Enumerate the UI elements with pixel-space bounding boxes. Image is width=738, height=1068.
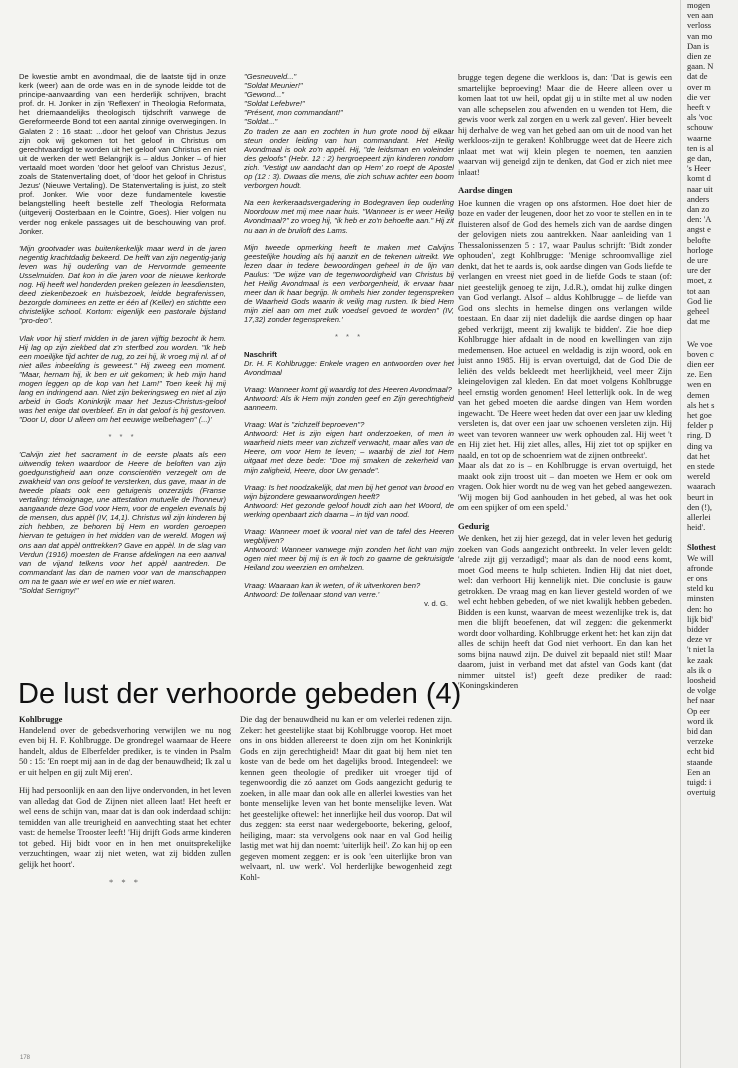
author-signature: v. d. G. xyxy=(424,598,448,608)
page-number: 178 xyxy=(20,1055,31,1061)
answer: Antwoord: Het gezonde geloof houdt zich aan het Woord, de werking openbaart zich daarna – in tijd van nood. xyxy=(244,500,454,519)
strip-line: ze. Een xyxy=(687,369,713,380)
strip-line: minsten xyxy=(687,593,714,604)
question: Vraag: Waaraan kan ik weten, of ik uitverkoren ben? xyxy=(244,580,421,590)
quote-line: "Soldat Serrigny!" xyxy=(19,585,79,595)
section-divider: * * * xyxy=(109,877,141,887)
strip-line: ke zaak xyxy=(687,654,713,665)
question: Vraag: Wanneer moet ik vooral niet van de tafel des Heeren wegblijven? xyxy=(244,527,454,546)
strip-line: afronde xyxy=(687,562,713,573)
naschrift-heading: Naschrift xyxy=(244,349,277,359)
strip-line: tuigd: i xyxy=(687,777,712,788)
strip-line: horloge xyxy=(687,244,713,255)
intro-paragraph: De kwestie ambt en avondmaal, die de laatste tijd in onze kerk (weer) aan de orde was en in de synode leidde tot de principe-aanvaarding van een herderlijk schrijven, bracht prof. dr. H. Jonker in zijn 'Reflexen' in Theologia Reformata, het driemaandelijks theologisch tijdschrift vanwege de Gereformeerde Bond tot een aantal zinnige overwegingen. In Galaten 2 : 16 staat: ...door het geloof van Christus Jezus zijn ook wij gekomen tot het geloof in Christus om gerechtvaardigd te worden uit het geloof van Christus en niet uit de werken der wet! Belangrijk is – aldus Jonker – of hier vertaald moet worden 'door het geloof van Christus Jezus', zoals de Statenvertaling doet, of 'door het geloof in Christus Jezus' (Nieuwe Vertaling). De Statenvertaling is juist, zo stelt prof. Jonker. Wie voor deze fundamentele kwestie belangstelling heeft bestelle zelf Theologia Reformata (uitgeverij Oosterbaan en le Cointre, Goes). Hier volgen nu verder nog enkele passages uit de beschouwing van prof. Jonker. xyxy=(19,72,226,236)
section-heading: Gedurig xyxy=(458,520,490,531)
strip-line: angst e xyxy=(687,224,711,235)
strip-line: naar uit xyxy=(687,183,713,194)
strip-line: allerlei xyxy=(687,511,711,522)
strip-line: belofte xyxy=(687,234,711,245)
strip-line: overtuig xyxy=(687,787,716,798)
strip-line: We voe xyxy=(687,338,713,349)
question: Vraag: Is het noodzakelijk, dat men bij het genot van brood en wijn bijzondere gewaarwordingen heeft? xyxy=(244,482,454,501)
strip-line: verzeke xyxy=(687,736,714,747)
strip-line: den: 'A xyxy=(687,214,712,225)
body-paragraph: Handelend over de gebedsverhoring verwijlen we nu nog even bij H. F. Kohlbrugge. De grondregel waarnaar de Heere handelt, aldus de Elberfelder prediker, is te vinden in Psalm 50 : 15: 'En roept mij aan in de dag der benauwdheid; Ik zal u er uit helpen en gij zult Mij eren'. xyxy=(19,724,231,777)
quote-paragraph: 'Calvijn ziet het sacrament in de eerste plaats als een uitwendig teken waardoor de Heere de beloften van zijn goedgunstigheid aan onze conscientiën verzegelt om de zwakheid van ons geloof te versterken, dus gave, maar in de tweede plaats ook een getuigenis onzerzijds (Franse vertaling: témoignage, une attestation mutuelle de l'honneur) aangaande deze God voor Hem, voor de engelen evenals bij de mensen, dus appèl (IV, 14,1). Christus wil zijn kinderen bij zich hebben, ze behoren bij Hem en worden geroepen hiervan te getuigen in het midden van de wereld. Mogen wij ons aan dat appèl onttrekken? Gave en appèl. In de slag van Verdun (1916) moesten de Franse afdelingen na een aanval van de vijand telkens voor het appèl aantreden. De commandant las dan de namen voor van de manschappen om na te gaan wie er wel en wie er niet waren. xyxy=(19,449,226,586)
article-subheading: Kohlbrugge xyxy=(19,714,63,724)
strip-line: anders xyxy=(687,193,710,204)
strip-line: wen en xyxy=(687,379,712,390)
section-divider: * * * xyxy=(108,432,137,442)
quote-paragraph: 'Mijn grootvader was buitenkerkelijk maar werd in de jaren negentig krachtdadig bekeerd. De helft van zijn negentig-jarig leven was hij ouderling van de Hervormde gemeente Usselmuiden. Dat kon in die jaren voor de nieuwe kerkorde nog. Hij heeft wel honderden preken gelezen in leesdiensten, deed ziekenbezoek en huisbezoek, leidde begrafenissen, bezorgde dominees en zette er één af (Keller) en stichtte een christelijke school. Kortom: eigenlijk een pastorale bijstand "pro-deo". xyxy=(19,243,226,326)
strip-line: heid'. xyxy=(687,522,706,533)
adjacent-page-strip xyxy=(680,0,738,1068)
quote-paragraph: Zo traden ze aan en zochten in hun grote nood bij elkaar steun onder leiding van hun commandant. Het Heilig Avondmaal is ook zo'n appèl. Hij, "de leidsman en voleinder des geloofs" (Hebr. 12 : 2) hergroepeert zijn kinderen rondom zich. 'Vestigt uw aandacht dan op Hem' zo roept de Apostel op (12 : 3). Dwaas die mens, die zich schuw achter een boom verborgen houdt. xyxy=(244,126,454,191)
strip-block-1 xyxy=(687,0,738,327)
strip-line: den: ho xyxy=(687,603,713,614)
strip-line: dat de xyxy=(687,71,708,82)
strip-line: dat het xyxy=(687,450,710,461)
strip-line: Op eer xyxy=(687,705,710,716)
question: Vraag: Wat is "zichzelf beproeven"? xyxy=(244,420,365,430)
article-column-2 xyxy=(240,714,452,1044)
strip-line: steld ku xyxy=(687,583,714,594)
body-paragraph: Maar als dat zo is – en Kohlbrugge is ervan overtuigd, het maakt ook zijn troost uit – dan moeten we Hem er ook om vragen. Ook hier wordt nu de weg van het gebed aangewezen. 'Wij mogen bij God aanhouden in het gebed, al was het ook om een spijker of om een speld.' xyxy=(458,460,672,512)
right-column xyxy=(458,72,672,1047)
strip-line: hef naar xyxy=(687,695,715,706)
quote-paragraph: Mijn tweede opmerking heeft te maken met Calvijns geestelijke houding als hij aanzit en de tekenen uitreikt. We lezen daar in tedere bewoordingen geheel in de lijn van Paulus: "De wijze van de tegenwoordigheid van Christus bij het Heilig Avondmaal is een verborgenheid, ik ervaar haar meer dan ik haar begrijp. Ik omhels hier zonder tegenspreken de Waarheid Gods waarin ik veilig mag rusten. Ik bied Hem mijn ziel aan om met zulk voedsel gevoed te worden" (IV, 17,32) zonder tegenspreken.' xyxy=(244,242,454,325)
answer: Antwoord: De tollenaar stond van verre.' xyxy=(244,589,380,599)
strip-block-2 xyxy=(687,339,738,533)
quote-paragraph: Na een kerkeraadsvergadering in Bodegraven liep ouderling Noordouw met mij mee naar huis. "Wanneer is er weer Heilig Avondmaal?" zo vroeg hij, "ik heb er zo'n behoefte aan." Hij zit nu aan in de bruiloft des Lams. xyxy=(244,198,454,235)
strip-line: waarach xyxy=(687,481,716,492)
dialog-line: "Soldat Meunier!" xyxy=(244,81,303,91)
strip-line: ding va xyxy=(687,440,713,451)
strip-line: gaan. N xyxy=(687,61,714,72)
strip-line: bidder xyxy=(687,623,709,634)
dialog-line: "Soldat..." xyxy=(244,117,278,127)
section-heading: Aardse dingen xyxy=(458,185,513,195)
strip-line: er ons xyxy=(687,572,708,583)
strip-line: mogen xyxy=(687,0,711,10)
strip-line: Een an xyxy=(687,766,711,777)
answer: Antwoord: Als ik Hem mijn zonden geef en Zijn gerechtigheid aanneem. xyxy=(244,393,454,412)
strip-line: de volge xyxy=(687,685,717,696)
strip-line: als het s xyxy=(687,399,715,410)
strip-line: loosheid xyxy=(687,675,716,685)
strip-line: felder p xyxy=(687,420,714,431)
strip-line: ten is al xyxy=(687,142,714,153)
naschrift-column xyxy=(244,72,454,670)
strip-block-3 xyxy=(687,553,738,798)
body-paragraph: Hij had persoonlijk en aan den lijve ondervonden, in het leven van alledag dat God de Zijnen niet alleen laat! Het heeft er wel eens de schijn van, maar dat is dan ook inderdaad schijn: temidden van alle treurigheid en aanvechting staat het echter vast: de hemelse Trooster leeft! 'Hij drijft Gods arme kinderen tot gebed. Hij bidt voor en in hen met onuitsprekelijke verzuchtingen, waar zij niet weten, wat zij bidden zullen gelijk het hoort'. xyxy=(19,785,231,869)
strip-line: We will xyxy=(687,552,714,563)
strip-line: boven c xyxy=(687,348,714,359)
strip-line: dan zo xyxy=(687,204,710,215)
strip-line: als ik o xyxy=(687,664,712,675)
strip-line: komt d xyxy=(687,173,711,184)
strip-column xyxy=(687,0,738,797)
question: Vraag: Wanneer komt gij waardig tot des Heeren Avondmaal? xyxy=(244,384,452,394)
strip-line: die ver xyxy=(687,91,711,102)
strip-line: bid dan xyxy=(687,726,713,737)
strip-line: en stede xyxy=(687,460,715,471)
strip-line: God lie xyxy=(687,295,713,306)
strip-line: demen xyxy=(687,389,710,400)
strip-line: van mo xyxy=(687,30,713,41)
strip-line: dien eer xyxy=(687,358,715,369)
strip-line: staande xyxy=(687,756,713,767)
body-paragraph: brugge tegen degene die werkloos is, dan: 'Dat is gewis een smartelijke beproeving! Maar die de Heere alleen over u komen laat tot uw heil, opdat gij u in stilte met al uw noden van alle schepselen zou afwenden en u wenden tot Hem, die gewis voor werk zal zorgen en u werk zal geven'. Hier beveelt hij derhalve de weg van het gebed aan om uit de nood van het werkloos-zijn te geraken! Kohlbrugge weet dat de Heere zich inlaat met wat wij klein plegen te noemen, ten aanzien waarvan wij geneigd zijn te denken, dat God er zich niet mee inlaat! xyxy=(458,72,672,177)
strip-line: ure der xyxy=(687,265,711,276)
answer: Antwoord: Het is zijn eigen hart onderzoeken, of men in waarheid niets meer van zichzelf verwacht, maar alles van de Heere, om voor Hem te leven; – waarbij de ziel tot Hem uitgaat met deze bede: "Doe mij smaken de zekerheid van mijn zaligheid, Heere, door Uw genade". xyxy=(244,429,454,475)
strip-line: heeft v xyxy=(687,102,711,113)
naschrift-intro: Dr. H. F. Kohlbrugge: Enkele vragen en antwoorden over het Avondmaal xyxy=(244,358,454,377)
article-title: De lust der verhoorde gebeden (4) xyxy=(18,678,462,710)
strip-line: dien ze xyxy=(687,51,712,62)
strip-line: over m xyxy=(687,81,711,92)
dialog-line: "Gewond..." xyxy=(244,90,285,100)
intro-column xyxy=(19,72,226,670)
strip-line: ring. D xyxy=(687,430,712,441)
strip-line: moet, z xyxy=(687,275,713,286)
strip-line: ven aan xyxy=(687,10,714,21)
strip-line: verloss xyxy=(687,20,712,31)
dialog-line: "Gesneuveld..." xyxy=(244,72,297,81)
strip-line: 's Heer xyxy=(687,163,711,174)
strip-line: 't niet la xyxy=(687,644,715,655)
strip-line: wereld xyxy=(687,471,711,482)
strip-line: dat me xyxy=(687,316,710,327)
dialog-line: "Soldat Lefebvre!" xyxy=(244,99,305,109)
strip-line: deze vr xyxy=(687,634,712,645)
strip-line: de ure xyxy=(687,255,709,266)
quote-paragraph: Vlak voor hij stierf midden in de jaren vijftig bezocht ik hem. Hij lag op zijn ziekbed dat z'n sterfbed zou worden. "Ik heb een moeilijke tijd achter de rug, zo zei hij, ik vroeg mij nl. af of niet alles inbeelding is geweest." Hij zweeg een moment. "Maar, hernam hij, ik ben er uit gekomen; ik heb mijn hand mogen leggen op de kop van het Lam!" Toen keek hij mij lang en indringend aan. Niet zijn bekeringsweg en niet al zijn arbeid in Gods Koninkrijk maar het Jezus-Christus-geloof was het enige dat overbleef. En in dat geloof is hij gestorven. "Door U, door U alleen om het eeuwige welbehagen" (...)' xyxy=(19,333,226,425)
strip-line: lijk bid' xyxy=(687,613,713,624)
strip-line: als 'voc xyxy=(687,112,713,123)
strip-line: beurt in xyxy=(687,491,714,502)
body-paragraph: Hoe kunnen die vragen op ons afstormen. Hoe doet hier de boze en vader der leugenen, door het zo voor te stellen en in te fluisteren alsof de God des hemels zich van de aardse dingen der gelovigen niets zou aantrekken. Naar aanleiding van 1 Thessalonissenzen 5 : 17, waar Paulus schrijft: 'Bidt zonder ophouden', zegt Kohlbrugge: 'Menige schroomvallige ziel denkt, dat het te aards is, ook aardse dingen van Gods liefde te verlangen en vreest niet goed in de liefde Gods te staan (of: niet geestelijk genoeg te zijn, J.d.R.), omdat hij zulke dingen van God verlangt. Alsof – aldus Kohlbrugge – de liefde van God ons slechts in hemelse dingen ons verlangen wilde toestaan. En daar zij niet dadelijk die aardse dingen op haar gebed verkrijgt, meent zij kwalijk te bidden'. Zie hoe diep Kohlbrugge hier afdaalt in de nood en kwellingen van zijn medemensen. Hoe actueel en weldadig is zijn woord, ook en juist anno 1985. Hij is ervan overtuigd, dat de God Die de leliën des velds bekleedt met heerlijkheid, veel meer Zijn kleingelovigen zal kleden. En dat moet volgens Kohlbrugge heel ernstig worden genomen! Heel letterlijk ook. In de weg van het gebed moeten die aardse dingen van Hem worden ingewacht. 'De Heere weet heden dat over een jaar uw kleding versleten is, dat over een jaar uw schoenen versleten zijn. Hij weet van tevoren wanneer uw werk ophouden zal. Hij weet 't en Hij ziet het. Hij ziet alles, alles, Hij ziet tot op spijker en naald, en tot op de schoenriem wat de zijnen ontbreekt'. xyxy=(458,197,672,460)
section-divider: * * * xyxy=(334,332,364,342)
strip-line: schouw xyxy=(687,122,713,133)
strip-line: ge dan, xyxy=(687,153,712,164)
strip-line: Dan is xyxy=(687,40,709,51)
strip-heading: Slothest xyxy=(687,542,716,553)
strip-line: word ik xyxy=(687,715,714,726)
strip-line: echt bid xyxy=(687,746,715,757)
dialog-line: "Présent, mon commandant!" xyxy=(244,108,343,118)
article-column-1 xyxy=(19,714,231,1044)
answer: Antwoord: Wanneer vanwege mijn zonden het licht van mijn ogen niet meer bij mij is en ik toch zo gaarne de gekruisigde Heiland zou weerzien en omhelzen. xyxy=(244,545,454,573)
strip-line: het goe xyxy=(687,409,712,420)
strip-line: den (!), xyxy=(687,501,713,512)
strip-line: geheel xyxy=(687,306,710,317)
strip-line: tot aan xyxy=(687,285,710,296)
strip-line: waarne xyxy=(687,132,712,143)
body-paragraph: We denken, het zij hier gezegd, dat in veler leven het gedurig zoeken van Gods aangezicht ontbreekt. In veler leven geldt: 'alrede zijt gij verzadigd'; maar als dan de nood eens komt, moet God meens te hulp schieten. Indien Hij dat niet doet, wel: dan verhoort Hij kennelijk niet. Die conclusie is gauw getrokken. De vraag mag en kan liever gesteld worden of we wel echt hebben gebeden, of we niet kwalijk hebben gebeden. Bidden is een kunst, waarvan de meest wezenlijke trek is, dat men die blijft beoefenen, dat wil zeggen: die gekenmerkt wordt door volharding. Kohlbrugge erkent het: het kan zijn dat alles de schijn heeft dat God niet verhoort. En dan kan het soms bijna nauwd zijn. De duivel zit bepaald niet stil! Maar daarom, juist in verband met dat afstel van Gods kant (dat nimmer uitstel is!) geeft deze prediker de raad: 'Koningskinderen xyxy=(458,533,672,690)
body-paragraph: Die dag der benauwdheid nu kan er om velerlei redenen zijn. Zeker: het geestelijke staat bij Kohlbrugge voorop. Het moet ons in ons bidden allereerst te doen zijn om het Koninkrijk Gods en zijn gerechtigheid! Maar dit gaat bij hem niet ten koste van de bede om het dagelijks brood. Integendeel: we kennen geen theologie of prediker uit vroeger tijd of tegenwoordig die zó aanzet om Gods aangezicht gedurig te zoeken, in alle maar dan ook alle en allerlei kwesties van het bonte menselijke leven van het bonte menselijke leven. Wat het geestelijke oftewel: het innerlijke heil dus voorop. Dat wil dus zeggen: sta eerst naar wedergeboorte, bekering, geloof, heiliging, maar: sta vervolgens ook naar en val God heilig lastig met wat hij dan noemt: 'uiterlijk heil'. Zo kan hij op een gegeven moment zeggen: er is ook 'een uiterlijke bron van welvaart, nl. uw werk'. Vol herderlijke bewogenheid zegt Kohl- xyxy=(240,714,452,882)
